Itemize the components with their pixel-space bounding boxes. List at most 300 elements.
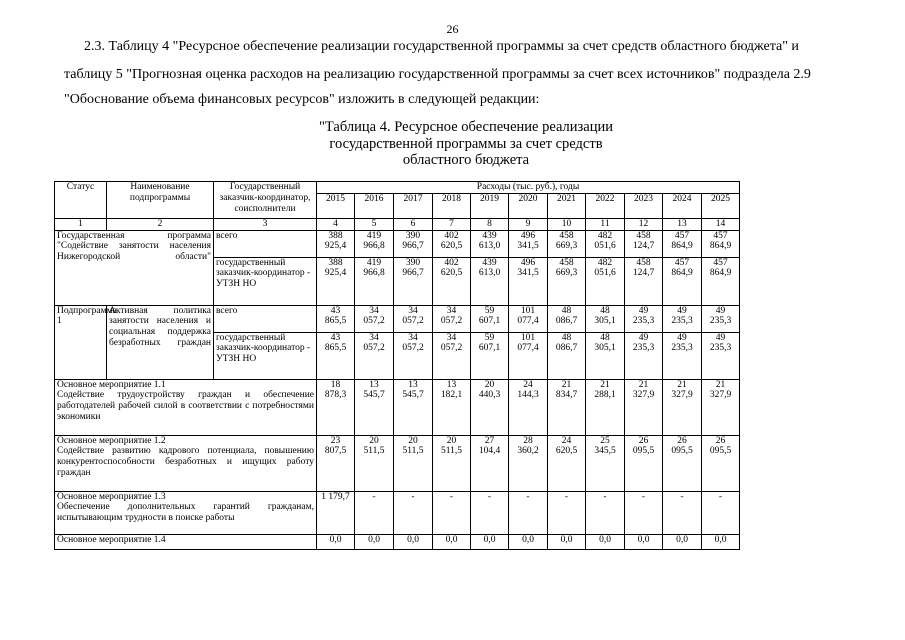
value-part: 388 [328, 257, 343, 268]
value-part: 0,0 [560, 534, 573, 545]
value-cell [394, 230, 433, 257]
intro-line-3: "Обоснование объема финансовых ресурсов" изложить в следующей редакции: [64, 92, 540, 107]
value-cell [586, 332, 625, 379]
value-part: 21 [715, 379, 726, 390]
value-part: 341,5 [517, 241, 539, 252]
value-cell [509, 230, 548, 257]
value-part: - [641, 491, 646, 502]
value-part: 26 [677, 435, 687, 446]
value-cell [317, 435, 355, 491]
value-part: 865,5 [324, 343, 347, 354]
value-cell [586, 305, 625, 332]
value-part: - [411, 491, 415, 502]
value-cell [663, 332, 702, 379]
value-part: 419 [366, 230, 382, 241]
value-part: 327,9 [709, 390, 732, 401]
value-part: 21 [638, 379, 649, 390]
measure-cell [55, 534, 317, 549]
value-cell [394, 435, 433, 491]
column-number: 9 [509, 218, 548, 230]
value-part: 49 [638, 332, 649, 343]
value-part: 865,5 [324, 316, 347, 327]
value-part: 457 [674, 230, 690, 241]
value-part: 057,2 [440, 316, 463, 327]
value-part: 305,1 [594, 343, 616, 354]
value-part: 34 [408, 305, 418, 316]
value-part: 077,4 [517, 316, 539, 327]
value-part: 21 [561, 379, 572, 390]
value-part: 20 [484, 379, 495, 390]
value-cell [663, 379, 702, 435]
measure-description: Содействие развитию кадрового потенциала, повышению конкурентоспособности безработных и ищущих работу граждан [57, 446, 314, 478]
value-part: 439 [482, 257, 497, 268]
value-cell [471, 379, 509, 435]
value-part: 48 [600, 332, 610, 343]
value-part: 402 [444, 257, 459, 268]
value-part: 26 [715, 435, 726, 446]
value-cell [702, 435, 740, 491]
value-part: 327,9 [632, 390, 655, 401]
value-cell [586, 257, 625, 305]
value-part: 057,2 [363, 343, 385, 354]
caption-line-3: областного бюджета [402, 152, 530, 168]
value-part: 613,0 [478, 268, 501, 279]
value-cell [471, 491, 509, 534]
value-part: 25 [600, 435, 610, 446]
value-cell [509, 332, 548, 379]
measure-title: Основное мероприятие 1.3 [57, 491, 166, 502]
value-part: 34 [446, 305, 457, 316]
customer-cell: государственный заказчик-координатор - УТЗН НО [214, 257, 317, 305]
value-part: 966,8 [363, 268, 385, 279]
value-part: 43 [330, 305, 341, 316]
value-part: 458 [636, 230, 651, 241]
value-cell [355, 257, 394, 305]
value-part: 966,8 [363, 241, 385, 252]
value-part: 23 [330, 435, 341, 446]
header-customer: Государственный заказчик-координатор, соисполнители [214, 182, 317, 219]
value-part: 057,2 [402, 343, 424, 354]
value-part: 49 [677, 305, 687, 316]
value-part: - [526, 491, 530, 502]
value-cell [471, 257, 509, 305]
value-cell [586, 230, 625, 257]
value-part: 0,0 [676, 534, 688, 545]
value-part: 086,7 [555, 343, 578, 354]
value-part: 864,9 [709, 268, 732, 279]
value-part: 095,5 [671, 446, 693, 457]
value-part: 144,3 [517, 390, 539, 401]
value-part: 511,5 [440, 446, 463, 457]
value-cell [471, 332, 509, 379]
column-number: 5 [355, 218, 394, 230]
table-row [55, 435, 740, 491]
value-part: 48 [600, 305, 610, 316]
value-part: 49 [638, 305, 649, 316]
value-part: 925,4 [324, 268, 347, 279]
subprogram-status: Подпрограмма 1 [55, 305, 107, 379]
value-part: - [449, 491, 454, 502]
value-part: 49 [715, 332, 726, 343]
value-cell [317, 379, 355, 435]
value-cell [355, 230, 394, 257]
value-part: 48 [561, 305, 572, 316]
value-cell [586, 435, 625, 491]
value-cell [317, 332, 355, 379]
value-part: 24 [523, 379, 533, 390]
value-cell [394, 257, 433, 305]
value-part: 925,4 [324, 241, 347, 252]
measure-title: Основное мероприятие 1.4 [57, 534, 166, 545]
value-cell [433, 305, 471, 332]
value-part: 607,1 [478, 316, 501, 327]
value-part: - [487, 491, 492, 502]
value-part: 235,3 [709, 316, 732, 327]
column-number: 14 [702, 218, 740, 230]
value-cell [586, 534, 625, 549]
value-cell [355, 332, 394, 379]
value-cell [433, 435, 471, 491]
value-part: 0,0 [368, 534, 380, 545]
customer-cell: всего [214, 230, 317, 257]
header-expenses: Расходы (тыс. руб.), годы [317, 182, 740, 194]
value-part: 086,7 [555, 316, 578, 327]
value-cell [548, 534, 586, 549]
column-numbers-row [55, 218, 740, 230]
value-cell [663, 491, 702, 534]
value-cell [433, 534, 471, 549]
year-header: 2017 [394, 193, 433, 218]
value-cell [394, 305, 433, 332]
value-part: 182,1 [440, 390, 463, 401]
measure-description: Содействие трудоустройству граждан и обеспечение работодателей рабочей силой в соответствии с потребностями экономики [57, 390, 314, 422]
value-cell [702, 257, 740, 305]
value-part: - [564, 491, 569, 502]
measure-title: Основное мероприятие 1.1 [57, 379, 166, 390]
customer-cell: государственный заказчик-координатор - УТЗН НО [214, 332, 317, 379]
value-part: 864,9 [671, 241, 693, 252]
value-part: - [603, 491, 607, 502]
year-header: 2022 [586, 193, 625, 218]
value-part: 607,1 [478, 343, 501, 354]
header-name: Наименование подпрограммы [107, 182, 214, 219]
value-part: 511,5 [402, 446, 424, 457]
value-cell [509, 379, 548, 435]
value-cell [471, 230, 509, 257]
value-cell [548, 305, 586, 332]
column-number: 7 [433, 218, 471, 230]
measure-cell [55, 379, 317, 435]
value-part: 0,0 [637, 534, 650, 545]
measure-title: Основное мероприятие 1.2 [57, 435, 166, 446]
value-cell [394, 534, 433, 549]
value-cell [548, 491, 586, 534]
measure-description: Обеспечение дополнительных гарантий гражданам, испытывающим трудности в поиске работы [57, 502, 314, 524]
value-cell [663, 305, 702, 332]
value-part: 440,3 [478, 390, 501, 401]
value-part: 834,7 [555, 390, 578, 401]
value-part: 288,1 [594, 390, 616, 401]
value-part: 458 [559, 257, 574, 268]
table-caption [266, 119, 666, 169]
value-part: 13 [369, 379, 379, 390]
value-cell [702, 534, 740, 549]
value-cell [433, 332, 471, 379]
value-cell [355, 534, 394, 549]
column-number: 4 [317, 218, 355, 230]
value-cell [433, 257, 471, 305]
column-number: 13 [663, 218, 702, 230]
measure-cell [55, 435, 317, 491]
value-cell [663, 257, 702, 305]
header-status: Статус [55, 182, 107, 219]
year-header: 2015 [317, 193, 355, 218]
value-part: 864,9 [709, 241, 732, 252]
value-part: 0,0 [483, 534, 496, 545]
value-cell [625, 534, 663, 549]
year-header: 2019 [471, 193, 509, 218]
value-part: 0,0 [714, 534, 727, 545]
year-header: 2018 [433, 193, 471, 218]
value-cell [702, 305, 740, 332]
value-cell [509, 534, 548, 549]
column-number: 11 [586, 218, 625, 230]
value-part: 496 [520, 230, 536, 241]
year-header: 2016 [355, 193, 394, 218]
value-part: 0,0 [329, 534, 342, 545]
value-part: 124,7 [632, 268, 655, 279]
value-part: 235,3 [671, 316, 693, 327]
value-cell [355, 491, 394, 534]
value-part: 966,7 [402, 241, 424, 252]
value-cell [355, 379, 394, 435]
value-cell [586, 379, 625, 435]
value-part: 457 [713, 257, 728, 268]
value-cell [471, 435, 509, 491]
year-header: 2020 [509, 193, 548, 218]
value-part: 1 179,7 [321, 491, 350, 502]
value-cell [702, 379, 740, 435]
value-part: 21 [600, 379, 610, 390]
value-cell [509, 257, 548, 305]
column-number: 1 [55, 218, 107, 230]
value-cell [394, 379, 433, 435]
value-cell [433, 379, 471, 435]
value-part: 345,5 [594, 446, 616, 457]
value-part: 0,0 [522, 534, 534, 545]
value-part: 057,2 [402, 316, 424, 327]
value-cell [548, 332, 586, 379]
caption-line-1: "Таблица 4. Ресурсное обеспечение реализации [319, 119, 613, 135]
budget-table [54, 181, 740, 550]
value-part: 620,5 [440, 268, 463, 279]
value-part: 20 [408, 435, 418, 446]
intro-line-2: таблицу 5 "Прогнозная оценка расходов на реализацию государственной программы за счет всех источников" подраздела 2.9 [64, 67, 811, 82]
value-part: 43 [330, 332, 341, 343]
column-number: 12 [625, 218, 663, 230]
value-cell [625, 257, 663, 305]
value-cell [702, 491, 740, 534]
value-part: 13 [446, 379, 457, 390]
value-cell [471, 534, 509, 549]
value-part: 458 [559, 230, 574, 241]
value-part: 545,7 [402, 390, 424, 401]
value-part: 20 [446, 435, 457, 446]
page-number: 26 [446, 22, 459, 36]
value-cell [355, 305, 394, 332]
value-cell [317, 491, 355, 534]
value-cell [625, 305, 663, 332]
value-part: 327,9 [671, 390, 693, 401]
value-cell [625, 435, 663, 491]
value-part: 511,5 [363, 446, 385, 457]
value-part: 051,6 [594, 268, 616, 279]
value-part: 305,1 [594, 316, 616, 327]
value-part: 27 [484, 435, 495, 446]
value-cell [625, 332, 663, 379]
value-part: 457 [713, 230, 728, 241]
value-part: 051,6 [594, 241, 616, 252]
value-cell [394, 332, 433, 379]
value-cell [433, 230, 471, 257]
table-row [55, 305, 740, 332]
program-title: Государственная программа "Содействие занятости населения Нижегородской области" [55, 230, 214, 305]
value-cell [509, 435, 548, 491]
value-part: 49 [715, 305, 726, 316]
intro-line-1: 2.3. Таблицу 4 "Ресурсное обеспечение реализации государственной программы за счет средств областного бюджета" и [84, 39, 799, 54]
table-row [55, 534, 740, 549]
value-part: 669,3 [555, 268, 578, 279]
subprogram-name: Активная политика занятости населения и социальная поддержка безработных граждан [107, 305, 214, 379]
value-part: 360,2 [517, 446, 539, 457]
value-cell [663, 534, 702, 549]
value-part: 34 [369, 332, 379, 343]
column-number: 6 [394, 218, 433, 230]
value-part: 457 [674, 257, 690, 268]
value-part: 966,7 [402, 268, 424, 279]
table-row [55, 379, 740, 435]
value-part: 34 [446, 332, 457, 343]
value-part: 13 [408, 379, 418, 390]
column-number: 8 [471, 218, 509, 230]
value-part: 28 [523, 435, 533, 446]
value-part: 878,3 [324, 390, 347, 401]
value-part: 0,0 [445, 534, 458, 545]
value-cell [317, 257, 355, 305]
value-part: 235,3 [671, 343, 693, 354]
value-cell [471, 305, 509, 332]
value-part: 402 [444, 230, 459, 241]
table-row [55, 491, 740, 534]
customer-cell: всего [214, 305, 317, 332]
value-part: 34 [369, 305, 379, 316]
value-part: 439 [482, 230, 497, 241]
value-part: 419 [366, 257, 382, 268]
value-cell [625, 230, 663, 257]
value-cell [625, 491, 663, 534]
value-part: 390 [405, 257, 421, 268]
year-header: 2023 [625, 193, 663, 218]
value-part: 18 [330, 379, 341, 390]
value-cell [394, 491, 433, 534]
value-part: 388 [328, 230, 343, 241]
value-part: 59 [484, 305, 495, 316]
value-cell [548, 435, 586, 491]
value-cell [317, 230, 355, 257]
value-cell [548, 257, 586, 305]
value-cell [509, 305, 548, 332]
value-part: 095,5 [709, 446, 732, 457]
measure-cell [55, 491, 317, 534]
year-header: 2025 [702, 193, 740, 218]
column-number: 10 [548, 218, 586, 230]
value-part: 613,0 [478, 241, 501, 252]
value-part: 482 [597, 230, 613, 241]
value-part: 620,5 [555, 446, 578, 457]
value-part: 0,0 [599, 534, 611, 545]
value-part: 235,3 [709, 343, 732, 354]
value-part: 24 [561, 435, 572, 446]
table-row [55, 230, 740, 257]
value-part: 669,3 [555, 241, 578, 252]
value-part: 095,5 [632, 446, 655, 457]
value-cell [355, 435, 394, 491]
value-cell [548, 230, 586, 257]
value-part: 101 [520, 332, 536, 343]
value-part: 34 [408, 332, 418, 343]
column-number: 3 [214, 218, 317, 230]
value-part: 057,2 [363, 316, 385, 327]
year-header: 2021 [548, 193, 586, 218]
value-part: 458 [636, 257, 651, 268]
value-part: 235,3 [632, 343, 655, 354]
value-cell [317, 534, 355, 549]
value-part: - [680, 491, 684, 502]
value-part: 26 [638, 435, 649, 446]
year-header: 2024 [663, 193, 702, 218]
value-cell [702, 332, 740, 379]
value-part: 59 [484, 332, 495, 343]
value-part: 0,0 [407, 534, 419, 545]
value-part: 48 [561, 332, 572, 343]
value-part: 864,9 [671, 268, 693, 279]
value-part: - [718, 491, 723, 502]
value-part: 545,7 [363, 390, 385, 401]
value-part: 124,7 [632, 241, 655, 252]
header-row [55, 182, 740, 194]
value-part: - [372, 491, 376, 502]
value-part: 807,5 [324, 446, 347, 457]
value-part: 496 [520, 257, 536, 268]
value-part: 49 [677, 332, 687, 343]
value-cell [663, 230, 702, 257]
value-cell [317, 305, 355, 332]
value-part: 341,5 [517, 268, 539, 279]
value-cell [509, 491, 548, 534]
value-cell [702, 230, 740, 257]
value-part: 20 [369, 435, 379, 446]
value-part: 235,3 [632, 316, 655, 327]
value-cell [625, 379, 663, 435]
column-number: 2 [107, 218, 214, 230]
value-part: 620,5 [440, 241, 463, 252]
value-part: 057,2 [440, 343, 463, 354]
caption-line-2: государственной программы за счет средств [329, 135, 603, 152]
value-part: 077,4 [517, 343, 539, 354]
value-part: 390 [405, 230, 421, 241]
value-part: 104,4 [478, 446, 501, 457]
value-part: 21 [677, 379, 687, 390]
